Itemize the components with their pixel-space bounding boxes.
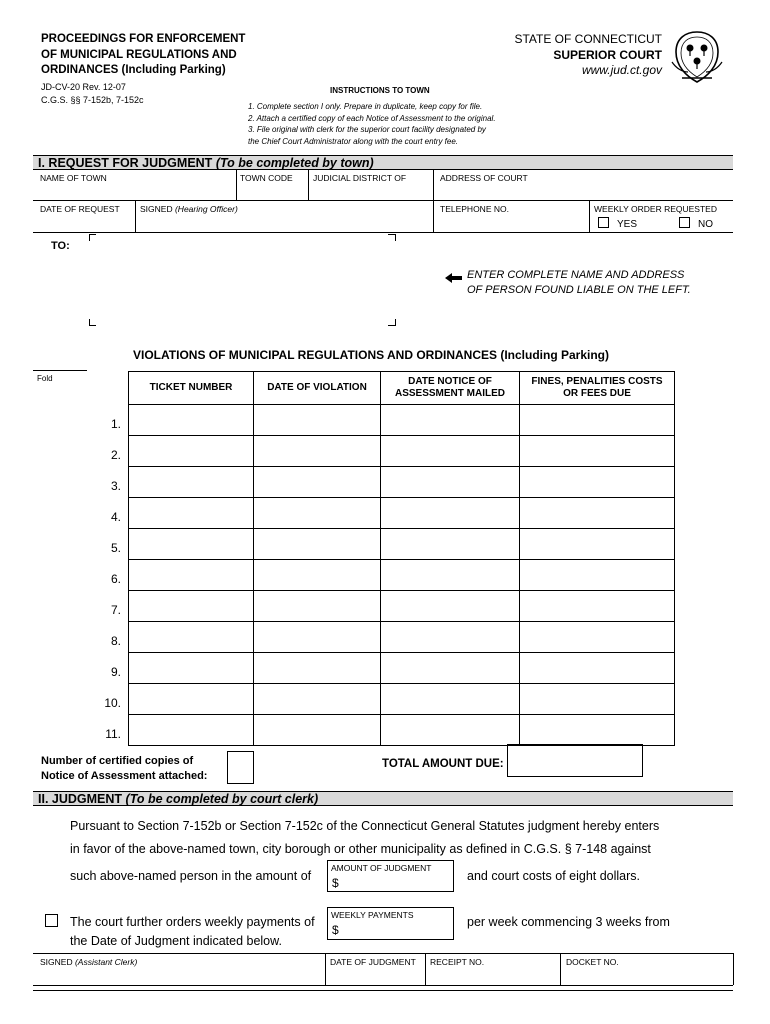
fines-due-cell[interactable] xyxy=(520,622,675,653)
table-row xyxy=(129,684,675,715)
row-number: 1. xyxy=(110,417,121,431)
section-2-note: (To be completed by court clerk) xyxy=(125,792,319,806)
notice-mailed-cell[interactable] xyxy=(381,467,520,498)
row-number: 6. xyxy=(110,572,121,586)
section-2-title: II. JUDGMENT xyxy=(38,792,123,806)
instruction-item: 3. File original with clerk for the superior court facility designated by xyxy=(248,125,486,134)
ticket-number-cell[interactable] xyxy=(129,405,254,436)
instructions-title: INSTRUCTIONS TO TOWN xyxy=(330,86,430,95)
section-1-title: I. REQUEST FOR JUDGMENT xyxy=(38,156,213,170)
notice-mailed-cell[interactable] xyxy=(381,653,520,684)
signed-hearing-officer-field[interactable] xyxy=(140,204,238,214)
violations-title: VIOLATIONS OF MUNICIPAL REGULATIONS AND ORDINANCES (Including Parking) xyxy=(133,348,610,362)
fines-due-cell[interactable] xyxy=(520,684,675,715)
table-row xyxy=(129,591,675,622)
date-of-violation-cell[interactable] xyxy=(254,436,381,467)
form-title-line-2: OF MUNICIPAL REGULATIONS AND xyxy=(41,48,237,61)
receipt-no-field[interactable]: RECEIPT NO. xyxy=(430,957,485,967)
fold-mark: Fold xyxy=(37,374,53,383)
court-header xyxy=(514,32,662,79)
amount-of-judgment-label: AMOUNT OF JUDGMENT xyxy=(331,863,432,873)
docket-no-field[interactable]: DOCKET NO. xyxy=(566,957,619,967)
notice-mailed-cell[interactable] xyxy=(381,684,520,715)
date-of-violation-cell[interactable] xyxy=(254,529,381,560)
fines-due-cell[interactable] xyxy=(520,498,675,529)
signed-assistant-clerk-field[interactable] xyxy=(40,957,137,967)
arrow-left-icon xyxy=(445,271,463,283)
yes-label: YES xyxy=(617,219,638,230)
ticket-number-cell[interactable] xyxy=(129,529,254,560)
table-row xyxy=(129,529,675,560)
notice-mailed-cell[interactable] xyxy=(381,560,520,591)
section-1-header xyxy=(33,155,733,170)
violations-table xyxy=(128,371,675,746)
instruction-item: 2. Attach a certified copy of each Notice of Assessment to the original. xyxy=(248,113,496,123)
form-title xyxy=(41,32,245,107)
ticket-number-cell[interactable] xyxy=(129,436,254,467)
table-row xyxy=(129,405,675,436)
form-title-line-1: PROCEEDINGS FOR ENFORCEMENT xyxy=(41,33,246,45)
weekly-order-label: WEEKLY ORDER REQUESTED xyxy=(594,204,717,214)
date-of-violation-cell[interactable] xyxy=(254,591,381,622)
form-code: JD-CV-20 Rev. 12-07 xyxy=(41,81,126,92)
instructions-list xyxy=(248,101,548,147)
copies-count-input[interactable] xyxy=(227,751,254,784)
row-number: 3. xyxy=(110,479,121,493)
date-of-violation-cell[interactable] xyxy=(254,653,381,684)
court-website: www.jud.ct.gov xyxy=(581,63,662,77)
date-of-violation-cell[interactable] xyxy=(254,715,381,746)
name-of-town-field[interactable]: NAME OF TOWN xyxy=(40,173,107,183)
table-row xyxy=(129,715,675,746)
to-label: TO: xyxy=(51,240,70,252)
column-header-ticket: TICKET NUMBER xyxy=(129,372,254,405)
fines-due-cell[interactable] xyxy=(520,560,675,591)
signed-clerk-label: SIGNED xyxy=(40,957,73,967)
court-name: SUPERIOR COURT xyxy=(553,47,662,62)
fines-due-cell[interactable] xyxy=(520,436,675,467)
date-of-violation-cell[interactable] xyxy=(254,405,381,436)
section-2-header xyxy=(33,791,733,806)
date-of-violation-cell[interactable] xyxy=(254,622,381,653)
table-row xyxy=(129,436,675,467)
telephone-field[interactable]: TELEPHONE NO. xyxy=(440,204,509,214)
notice-mailed-cell[interactable] xyxy=(381,405,520,436)
address-of-court-field[interactable]: ADDRESS OF COURT xyxy=(440,173,528,183)
currency-symbol: $ xyxy=(332,876,339,890)
fines-due-cell[interactable] xyxy=(520,529,675,560)
weekly-order-yes-checkbox[interactable] xyxy=(598,217,609,228)
currency-symbol: $ xyxy=(332,923,339,937)
table-row xyxy=(129,622,675,653)
copies-label-line: Number of certified copies of xyxy=(41,755,194,767)
signed-label: SIGNED xyxy=(140,204,173,214)
total-amount-input[interactable] xyxy=(507,744,643,777)
address-instruction-line: ENTER COMPLETE NAME AND ADDRESS xyxy=(467,269,685,281)
date-of-violation-cell[interactable] xyxy=(254,498,381,529)
judicial-district-field[interactable]: JUDICIAL DISTRICT OF xyxy=(313,173,407,183)
fines-due-cell[interactable] xyxy=(520,715,675,746)
table-row xyxy=(129,467,675,498)
form-title-line-3: ORDINANCES (Including Parking) xyxy=(41,64,226,76)
row-number: 11. xyxy=(105,727,121,741)
column-header-fines: FINES, PENALITIES COSTS OR FEES DUE xyxy=(520,372,675,405)
notice-mailed-cell[interactable] xyxy=(381,498,520,529)
total-amount-label: TOTAL AMOUNT DUE: xyxy=(382,758,504,770)
address-instruction-line: OF PERSON FOUND LIABLE ON THE LEFT. xyxy=(467,283,691,296)
address-instruction xyxy=(467,268,691,297)
notice-mailed-cell[interactable] xyxy=(381,715,520,746)
row-number: 7. xyxy=(110,603,121,617)
date-of-violation-cell[interactable] xyxy=(254,467,381,498)
instruction-item: 1. Complete section I only. Prepare in duplicate, keep copy for file. xyxy=(248,102,483,111)
column-header-notice-mailed: DATE NOTICE OF ASSESSMENT MAILED xyxy=(381,372,520,405)
row-number: 2. xyxy=(110,448,121,462)
ticket-number-cell[interactable] xyxy=(129,715,254,746)
notice-mailed-cell[interactable] xyxy=(381,529,520,560)
copies-label-line: Notice of Assessment attached: xyxy=(41,769,208,782)
state-name: STATE OF CONNECTICUT xyxy=(514,32,662,46)
row-number: 10. xyxy=(104,696,121,710)
judgment-paragraph-line-3: such above-named person in the amount of xyxy=(70,869,312,883)
date-of-judgment-field[interactable]: DATE OF JUDGMENT xyxy=(330,957,416,967)
instruction-item: the Chief Court Administrator along with the court entry fee. xyxy=(248,136,459,146)
fines-due-cell[interactable] xyxy=(520,405,675,436)
weekly-order-no-checkbox[interactable] xyxy=(679,217,690,228)
town-code-field[interactable]: TOWN CODE xyxy=(240,173,293,183)
signed-note: (Hearing Officer) xyxy=(174,204,238,214)
table-row xyxy=(129,560,675,591)
date-of-violation-cell[interactable] xyxy=(254,684,381,715)
weekly-payments-text-line-2: the Date of Judgment indicated below. xyxy=(70,934,282,948)
statutes: C.G.S. §§ 7-152b, 7-152c xyxy=(41,94,144,105)
ticket-number-cell[interactable] xyxy=(129,467,254,498)
table-row xyxy=(129,498,675,529)
fines-due-cell[interactable] xyxy=(520,591,675,622)
weekly-payments-label: WEEKLY PAYMENTS xyxy=(331,910,414,920)
notice-mailed-cell[interactable] xyxy=(381,591,520,622)
table-row xyxy=(129,653,675,684)
weekly-payments-checkbox[interactable] xyxy=(45,914,58,927)
fines-due-cell[interactable] xyxy=(520,653,675,684)
copies-label xyxy=(41,754,207,783)
ticket-number-cell[interactable] xyxy=(129,653,254,684)
row-number: 5. xyxy=(110,541,121,555)
notice-mailed-cell[interactable] xyxy=(381,436,520,467)
row-number: 8. xyxy=(110,634,121,648)
date-of-request-field[interactable]: DATE OF REQUEST xyxy=(40,204,120,214)
judgment-paragraph-line-2: in favor of the above-named town, city borough or other municipality as defined in C.G.S. § 7-148 against xyxy=(70,842,651,856)
address-area[interactable] xyxy=(89,234,389,326)
notice-mailed-cell[interactable] xyxy=(381,622,520,653)
fines-due-cell[interactable] xyxy=(520,467,675,498)
ticket-number-cell[interactable] xyxy=(129,591,254,622)
per-week-text: per week commencing 3 weeks from xyxy=(467,915,670,929)
date-of-violation-cell[interactable] xyxy=(254,560,381,591)
state-seal-icon xyxy=(668,28,726,86)
section-1-note: (To be completed by town) xyxy=(215,156,374,170)
ticket-number-cell[interactable] xyxy=(129,498,254,529)
ticket-number-cell[interactable] xyxy=(129,622,254,653)
ticket-number-cell[interactable] xyxy=(129,684,254,715)
column-header-date-violation: DATE OF VIOLATION xyxy=(254,372,381,405)
judgment-paragraph-line-1: Pursuant to Section 7-152b or Section 7-152c of the Connecticut General Statutes judgment hereby enters xyxy=(70,819,660,833)
amount-of-judgment-input[interactable] xyxy=(327,860,454,892)
no-label: NO xyxy=(698,219,713,230)
row-number: 9. xyxy=(110,665,121,679)
row-number: 4. xyxy=(110,510,121,524)
signed-clerk-note: (Assistant Clerk) xyxy=(74,957,138,967)
weekly-payments-text-line-1: The court further orders weekly payments of xyxy=(70,915,315,929)
table-header-row xyxy=(129,372,675,405)
ticket-number-cell[interactable] xyxy=(129,560,254,591)
court-costs-text: and court costs of eight dollars. xyxy=(467,869,641,883)
weekly-payments-input[interactable] xyxy=(327,907,454,940)
